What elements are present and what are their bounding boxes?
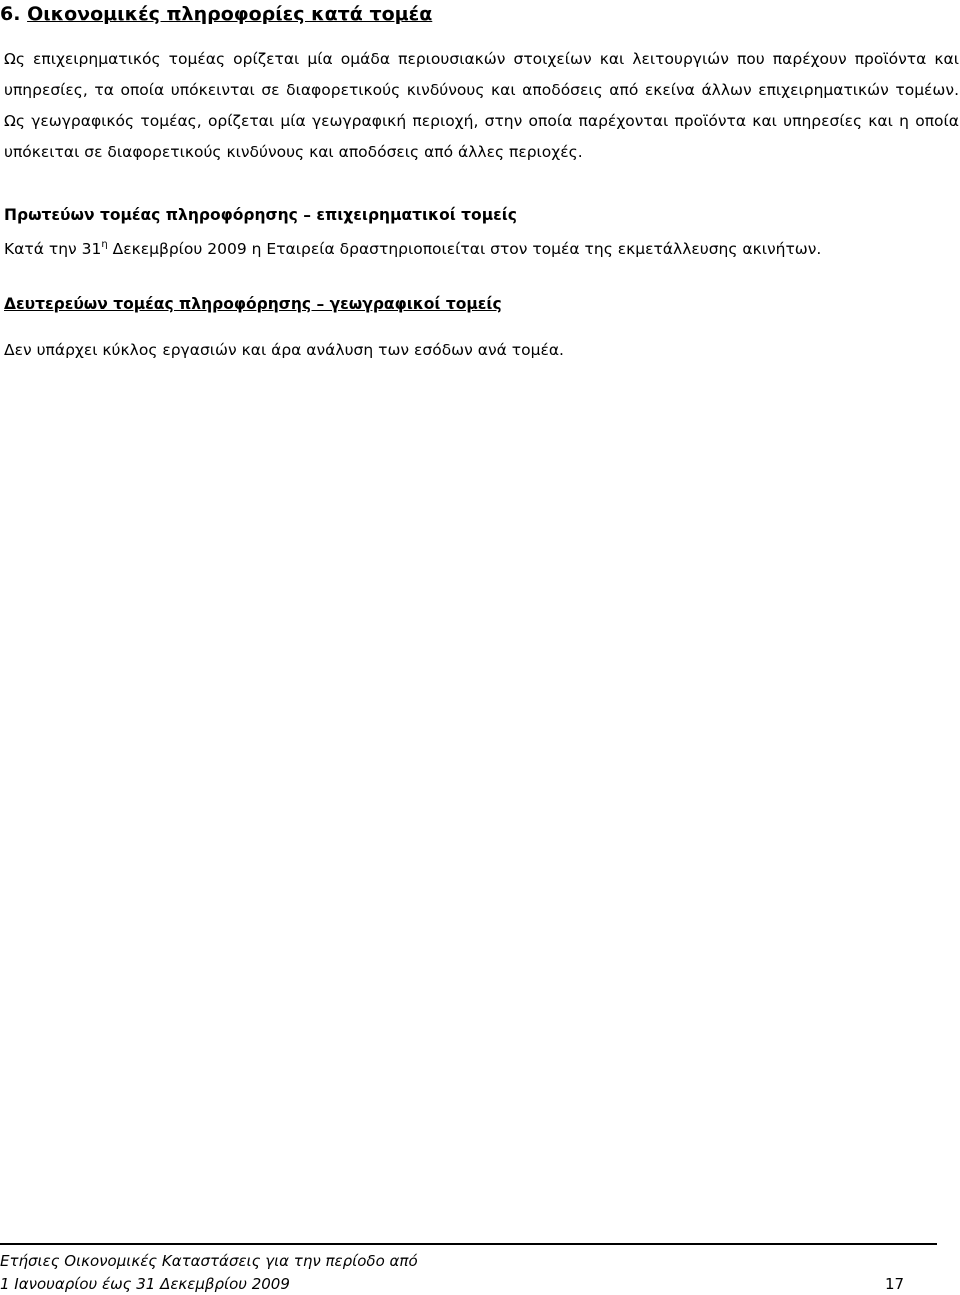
footer-title-line-2: 1 Ιανουαρίου έως 31 Δεκεμβρίου 2009 [0,1275,290,1293]
footer-divider [0,1243,937,1245]
page-number: 17 [885,1275,905,1293]
secondary-segment-text: Δεν υπάρχει κύκλος εργασιών και άρα ανάλυση των εσόδων ανά τομέα. [4,341,564,359]
primary-segment-text [4,238,821,260]
ordinal-superscript: η [101,239,108,250]
section-title: Οικονομικές πληροφορίες κατά τομέα [27,3,433,25]
secondary-segment-heading: Δευτερεύων τομέας πληροφόρησης – γεωγραφικοί τομείς [4,295,502,313]
primary-text-start: Κατά την 31 [4,240,102,258]
section-heading [0,2,432,26]
primary-segment-heading: Πρωτεύων τομέας πληροφόρησης – επιχειρηματικοί τομείς [4,206,517,224]
primary-text-end: Δεκεμβρίου 2009 η Εταιρεία δραστηριοποιείται στον τομέα της εκμετάλλευσης ακινήτων. [107,240,822,258]
footer-title-line-1: Ετήσιες Οικονομικές Καταστάσεις για την περίοδο από [0,1252,418,1270]
section-number: 6. [0,3,21,25]
intro-paragraph: Ως επιχειρηματικός τομέας ορίζεται μία ομάδα περιουσιακών στοιχείων και λειτουργιών που παρέχουν προϊόντα και υπηρεσίες, τα οποία υπόκεινται σε διαφορετικούς κινδύνους και αποδόσεις από εκείνα άλλων επιχειρηματικών τομέων. Ως γεωγραφικός τομέας, ορίζεται μία γεωγραφική περιοχή, στην οποία παρέχονται προϊόντα και υπηρεσίες και η οποία υπόκειται σε διαφορετικούς κινδύνους και αποδόσεις από άλλες περιοχές. [4,50,959,161]
